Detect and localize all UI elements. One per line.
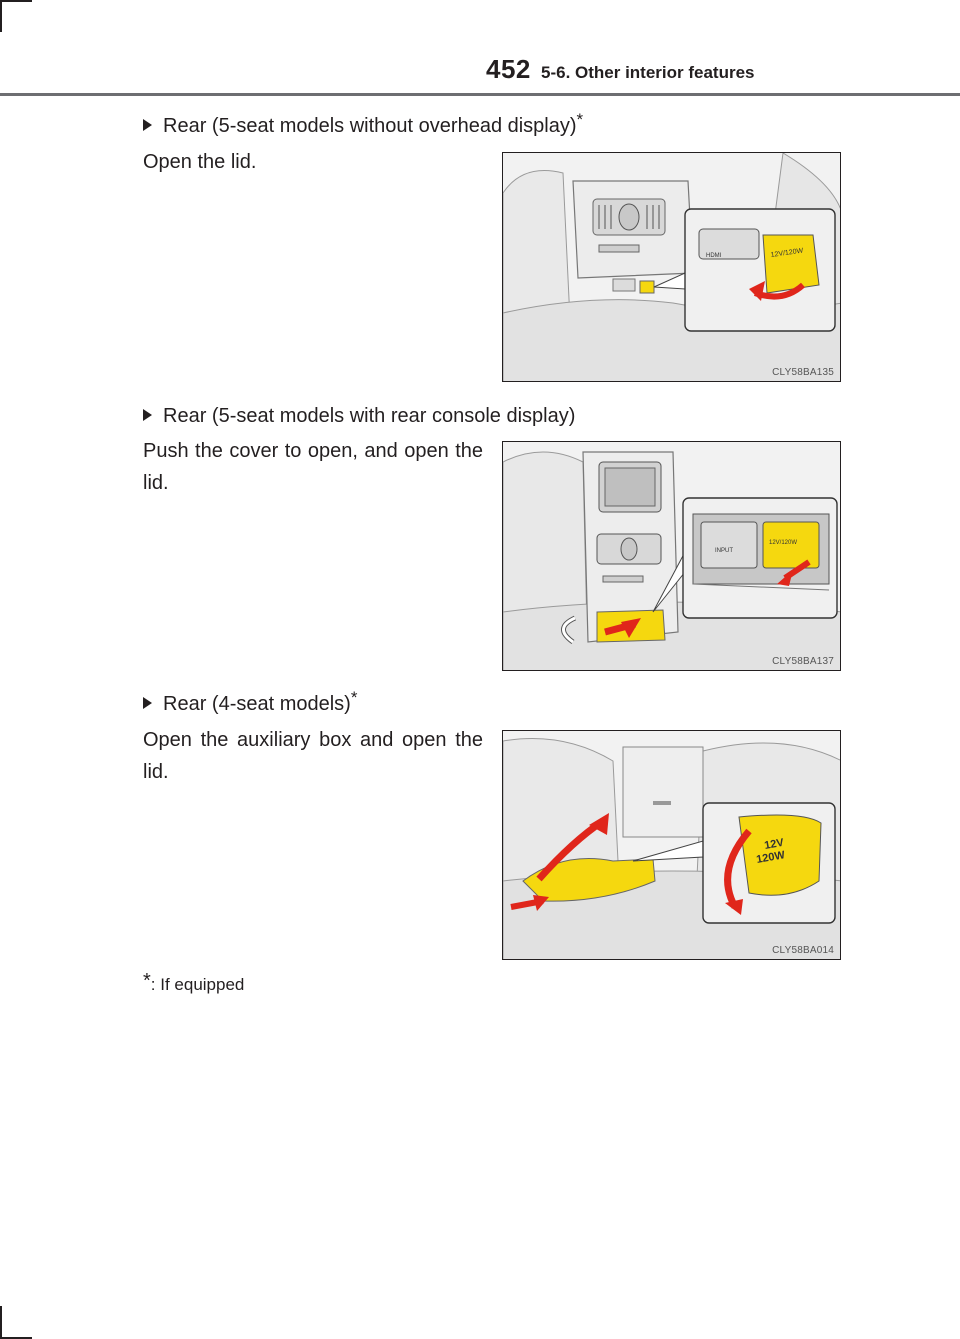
lid-label-line2: 120W: [755, 849, 786, 866]
asterisk-marker: *: [576, 110, 584, 129]
triangle-bullet-icon: [143, 409, 152, 421]
lid-label: 12V/120W: [769, 540, 798, 546]
sub-heading-text: Rear (4-seat models): [163, 693, 351, 715]
footnote-text: : If equipped: [150, 975, 245, 994]
section-title: 5-6. Other interior features: [541, 63, 755, 82]
figure-code: CLY58BA014: [772, 945, 834, 956]
illustration-auxiliary-box: [503, 731, 841, 960]
figure-rear-4-seat: [502, 730, 841, 960]
instruction-text: Open the auxiliary box and open the lid.: [143, 729, 483, 783]
illustration-rear-console-lid: [503, 153, 841, 382]
figure-rear-5-seat-console-display: [502, 441, 841, 671]
crop-mark: [0, 0, 2, 32]
asterisk-marker: *: [350, 688, 358, 707]
sub-heading-rear-5-seat-console-display: [143, 398, 575, 428]
figure-rear-5-seat-no-overhead: [502, 152, 841, 382]
lid-label: 12V/120W: [770, 247, 804, 259]
figure-code: CLY58BA137: [772, 656, 834, 667]
footnote: [143, 970, 244, 995]
footnote-marker: *: [143, 970, 151, 992]
illustration-rear-console-cover: [503, 442, 841, 671]
page-number: 452: [486, 54, 531, 84]
crop-mark: [0, 1306, 2, 1339]
sub-heading-text: Rear (5-seat models without overhead display): [163, 115, 577, 137]
port-label: HDMI: [706, 253, 722, 259]
sub-heading-rear-4-seat: [143, 686, 357, 716]
crop-mark: [0, 0, 32, 2]
instruction-text: Push the cover to open, and open the lid.: [143, 440, 483, 494]
header-rule: [0, 93, 960, 96]
figure-code: CLY58BA135: [772, 367, 834, 378]
triangle-bullet-icon: [143, 697, 152, 709]
sub-heading-rear-5-seat-no-overhead: [143, 108, 583, 138]
sub-heading-text: Rear (5-seat models with rear console display): [163, 405, 576, 427]
instruction-text: Open the lid.: [143, 151, 257, 173]
triangle-bullet-icon: [143, 119, 152, 131]
port-label: INPUT: [715, 548, 733, 554]
lid-label-line1: 12V: [763, 836, 785, 852]
